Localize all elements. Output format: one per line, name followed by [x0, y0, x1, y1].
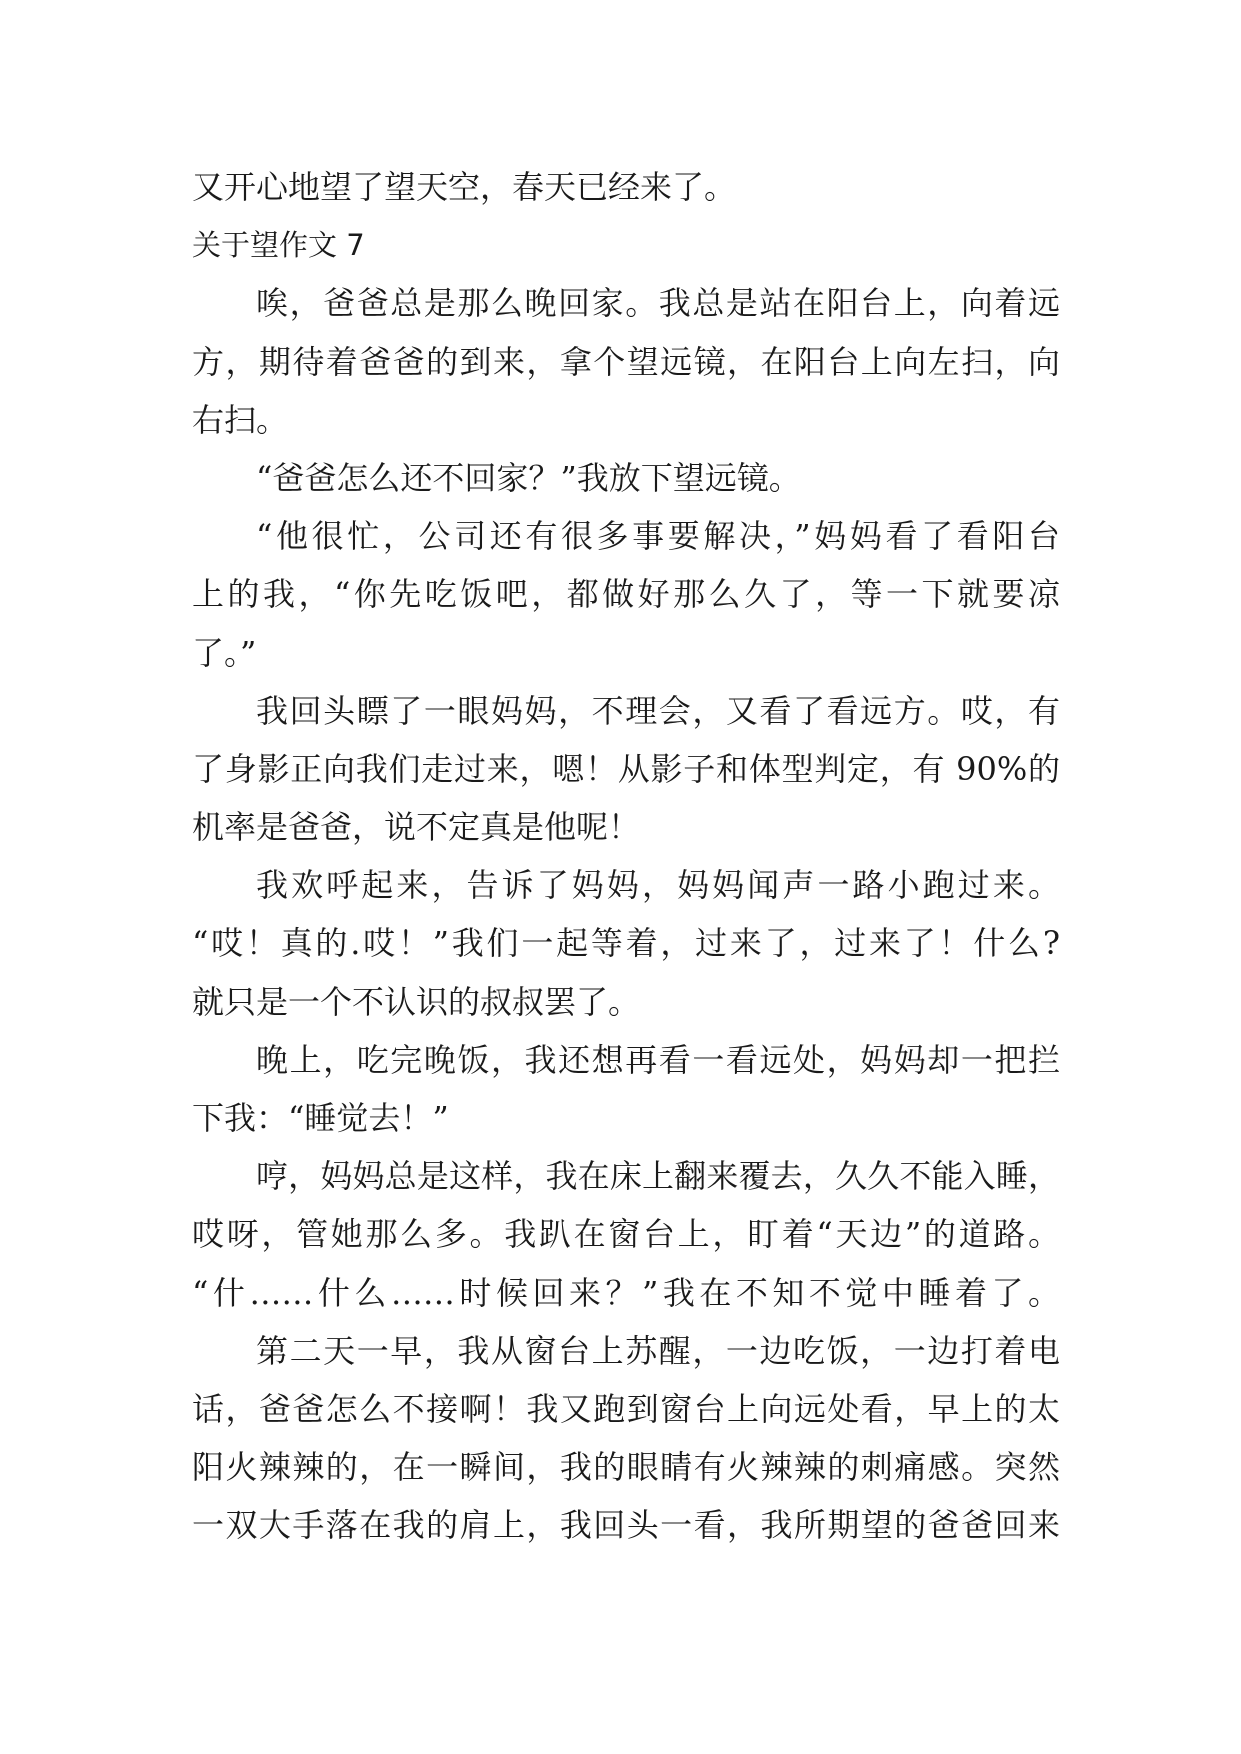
text-line: “什……什么……时候回来？”我在不知不觉中睡着了。 — [192, 1273, 1060, 1312]
text-line: 唉，爸爸总是那么晚回家。我总是站在阳台上，向着远 — [256, 284, 1060, 323]
essay-heading: 关于望作文 7 — [192, 228, 365, 263]
text-line: 我欢呼起来，告诉了妈妈，妈妈闻声一路小跑过来。 — [256, 866, 1060, 905]
text-line: 下我：“睡觉去！” — [192, 1099, 449, 1137]
text-line: 晚上，吃完晚饭，我还想再看一看远处，妈妈却一把拦 — [256, 1040, 1060, 1079]
text-line: 上的我，“你先吃饭吧，都做好那么久了，等一下就要凉 — [192, 575, 1060, 614]
text-line: 了身影正向我们走过来，嗯！从影子和体型判定，有 90%的 — [192, 749, 1060, 788]
text-line: 我回头瞟了一眼妈妈，不理会，又看了看远方。哎，有 — [256, 691, 1060, 730]
text-line: 哼，妈妈总是这样，我在床上翻来覆去，久久不能入睡， — [256, 1157, 1060, 1196]
text-line: 了。” — [192, 633, 257, 672]
text-line: 又开心地望了望天空，春天已经来了。 — [192, 168, 737, 206]
text-line: 就只是一个不认识的叔叔罢了。 — [192, 982, 641, 1021]
text-line: “爸爸怎么还不回家？”我放下望远镜。 — [256, 458, 801, 497]
text-line: “他很忙，公司还有很多事要解决，”妈妈看了看阳台 — [256, 517, 1060, 556]
text-line: 右扫。 — [192, 400, 289, 439]
text-line: 机率是爸爸，说不定真是他呢！ — [192, 808, 641, 847]
essay-body — [192, 158, 1060, 1555]
text-line: 一双大手落在我的肩上，我回头一看，我所期望的爸爸回来 — [192, 1506, 1060, 1545]
text-line: 阳火辣辣的，在一瞬间，我的眼睛有火辣辣的刺痛感。突然 — [192, 1448, 1060, 1487]
text-line: 方，期待着爸爸的到来，拿个望远镜，在阳台上向左扫，向 — [192, 342, 1060, 381]
text-line: 第二天一早，我从窗台上苏醒，一边吃饭，一边打着电 — [256, 1331, 1060, 1370]
text-line: 话，爸爸怎么不接啊！我又跑到窗台上向远处看，早上的太 — [192, 1389, 1060, 1428]
text-line: 哎呀，管她那么多。我趴在窗台上，盯着“天边”的道路。 — [192, 1215, 1060, 1254]
text-line: “哎！真的.哎！”我们一起等着，过来了，过来了！什么? — [192, 924, 1060, 963]
